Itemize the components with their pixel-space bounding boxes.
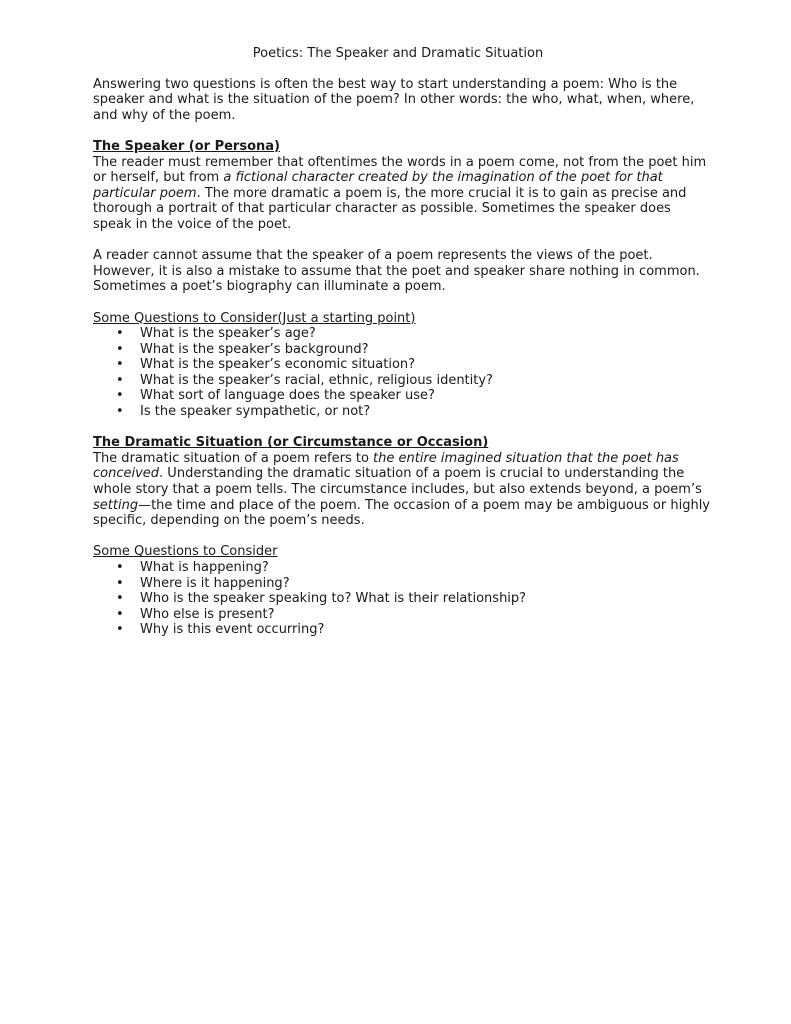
list-item: • What sort of language does the speaker use? [93,388,713,404]
situation-questions-list [93,560,713,638]
situation-questions-heading: Some Questions to Consider [93,544,278,560]
speaker-p1-text-a: The reader must remember that oftentimes the words in a poem come, not from the poet him or herself, but from [93,154,707,186]
situation-heading: The Dramatic Situation (or Circumstance or Occasion) [93,435,489,451]
situation-italic-2: setting [93,497,139,513]
speaker-p1-italic: a fictional character created by the imagination of the poet for that particular poem [93,170,663,201]
list-item: • What is the speaker’s racial, ethnic, religious identity? [93,373,713,389]
list-item: • What is the speaker’s background? [93,342,713,358]
list-item: • Who is the speaker speaking to? What is their relationship? [93,591,713,607]
list-item: • Is the speaker sympathetic, or not? [93,404,713,420]
situation-text-b: . Understanding the dramatic situation of a poem is crucial to understanding the whole story that a poem tells. The circumstance includes, but also extends beyond, a poem’s [93,466,702,498]
speaker-questions-heading: Some Questions to Consider(Just a starting point) [93,310,416,326]
intro-paragraph: Answering two questions is often the best way to start understanding a poem: Who is the speaker and what is the situation of the poem? In other words: the who, what, when, where, and why of the poem. [93,76,695,123]
situation-text-a: The dramatic situation of a poem refers to [93,450,374,466]
speaker-questions-list [93,326,713,420]
list-item: • What is happening? [93,560,713,576]
list-item: • What is the speaker’s economic situation? [93,357,713,373]
document-title: Poetics: The Speaker and Dramatic Situation [252,46,544,61]
speaker-paragraph-2: A reader cannot assume that the speaker of a poem represents the views of the poet. However, it is also a mistake to assume that the poet and speaker share nothing in common. Sometimes a poet’s biography can illuminate a poem. [93,248,700,295]
document-page [93,46,713,638]
list-item: • Who else is present? [93,607,713,623]
speaker-paragraph-1 [93,155,713,233]
situation-italic-1: the entire imagined situation that the poet has conceived [93,450,679,482]
list-item: • Why is this event occurring? [93,622,713,638]
list-item: • Where is it happening? [93,576,713,592]
situation-paragraph [93,451,713,529]
speaker-heading: The Speaker (or Persona) [93,138,280,154]
list-item: • What is the speaker’s age? [93,326,713,342]
speaker-p1-text-b: . The more dramatic a poem is, the more crucial it is to gain as precise and thorough a portrait of that particular character as possible. Sometimes the speaker does speak in the voice of the poet. [93,185,687,232]
situation-text-c: —the time and place of the poem. The occasion of a poem may be ambiguous or highly specific, depending on the poem’s needs. [93,497,711,529]
